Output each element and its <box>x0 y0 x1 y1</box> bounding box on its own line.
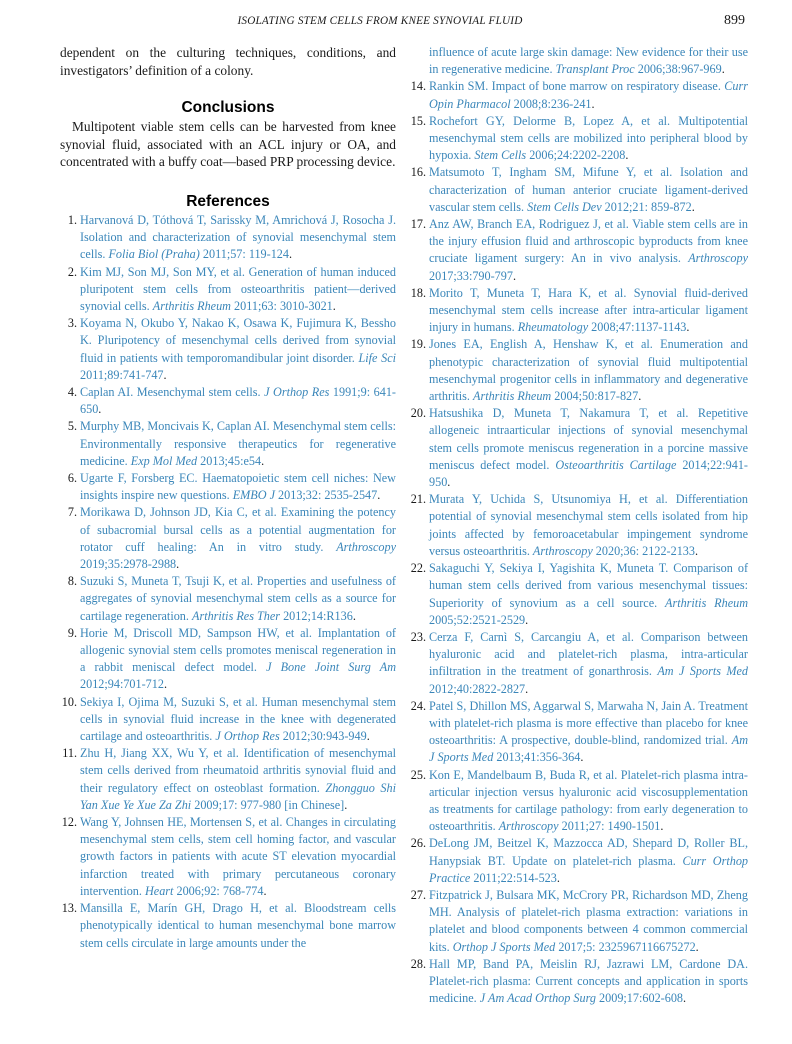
reference-number: 17. <box>410 217 426 232</box>
reference-journal[interactable]: Stem Cells <box>474 148 527 163</box>
reference-text-link[interactable]: Kim MJ, Son MJ, Son MY, et al. Generation of human induced pluripotent stem cells from osteoarthritis patient—derived synovial cells. <box>80 264 396 313</box>
reference-text-link[interactable]: Zhu H, Jiang XX, Wu Y, et al. Identification of mesenchymal stem cells derived from rheumatoid arthritis synovial fluid and their regulatory effect on osteoblast formation. <box>80 746 396 795</box>
conclusions-heading: Conclusions <box>181 99 275 117</box>
reference-period: . <box>694 543 699 558</box>
reference-citation[interactable]: 2006;38:967-969 <box>634 62 722 77</box>
reference-period: . <box>263 883 267 898</box>
reference-text-link[interactable]: Koyama N, Okubo Y, Nakao K, Osawa K, Fujimura K, Bessho K. Pluripotency of mesenchymal cells derived from synovial fluid in patients with temporomandibular joint disorder. <box>80 316 396 365</box>
reference-period: . <box>344 797 348 812</box>
reference-period: . <box>98 402 102 417</box>
reference-number: 6. <box>67 471 77 486</box>
reference-text-link[interactable]: Mansilla E, Marín GH, Drago H, et al. Bloodstream cells phenotypically identical to human mesenchymal bone marrow stem cells circulate in large amounts under the <box>80 901 396 950</box>
reference-number: 14. <box>410 79 426 94</box>
reference-item <box>409 336 748 405</box>
reference-period: . <box>261 453 265 468</box>
reference-citation[interactable]: 2014;22:941-950 <box>429 457 748 490</box>
reference-journal[interactable]: Heart <box>144 883 174 898</box>
reference-item <box>409 887 748 956</box>
reference-period: . <box>683 991 687 1006</box>
reference-number: 15. <box>410 113 426 128</box>
reference-citation[interactable]: 2011;89:741-747 <box>80 367 164 382</box>
reference-citation[interactable]: 2012;21: 859-872 <box>601 199 692 214</box>
reference-item <box>409 405 748 491</box>
reference-journal[interactable]: Arthritis Rheum <box>665 595 748 610</box>
reference-period: . <box>163 367 167 382</box>
reference-period: . <box>447 475 451 490</box>
reference-text-link[interactable]: Cerza F, Carnì S, Carcangiu A, et al. Comparison between hyaluronic acid and platelet-rich plasma, intra-articular infiltration in the treatment of gonarthrosis. <box>429 629 748 679</box>
reference-period: . <box>660 819 664 834</box>
reference-number: 8. <box>67 574 77 589</box>
reference-item <box>409 767 748 836</box>
reference-number: 22. <box>410 561 426 576</box>
reference-text-link[interactable]: Murata Y, Uchida S, Utsunomiya H, et al. Differentiation potential of synovial mesenchymal stem cells isolated from hip joints affected by femoroacetabular impingement syndrome versus osteoarthritis. <box>429 492 748 558</box>
reference-citation[interactable]: 2009;17: 977-980 [in Chinese] <box>191 797 345 812</box>
reference-text-link[interactable]: Morikawa D, Johnson JD, Kia C, et al. Examining the potency of subacromial bursal cells as a potential augmentation for rotator cuff healing: An in vitro study. <box>80 505 396 554</box>
reference-number: 11. <box>62 746 77 761</box>
reference-journal[interactable]: Am J Sports Med <box>429 733 748 765</box>
running-header <box>0 13 792 33</box>
reference-period: . <box>625 148 629 163</box>
reference-item <box>60 384 396 418</box>
reference-number: 1. <box>67 212 77 227</box>
reference-number: 13. <box>61 901 77 916</box>
reference-number: 23. <box>410 629 426 644</box>
reference-period: . <box>691 199 695 214</box>
reference-list-right <box>409 44 748 1007</box>
reference-item <box>60 694 396 746</box>
reference-item <box>60 470 396 504</box>
reference-number: 7. <box>67 505 77 520</box>
reference-number: 9. <box>67 625 77 640</box>
reference-journal[interactable]: Arthroscopy <box>688 251 748 266</box>
reference-number: 21. <box>410 492 426 507</box>
reference-text-link[interactable]: Patel S, Dhillon MS, Aggarwal S, Marwaha N, Jain A. Treatment with platelet-rich plasma is more effective than placebo for knee osteoarthritis: A prospective, double-blind, randomized trial. <box>429 698 748 748</box>
reference-text-link[interactable]: Hall MP, Band PA, Meislin RJ, Jazrawi LM, Cardone DA. Platelet-rich plasma: Current concepts and application in sports medicine. <box>429 956 748 1006</box>
reference-citation[interactable]: 2011;22:514-523 <box>470 870 557 885</box>
reference-citation[interactable]: 2017;33:790-797 <box>429 268 513 283</box>
reference-citation[interactable]: 2012;40:2822-2827 <box>429 681 526 696</box>
reference-item <box>409 835 748 887</box>
carryover-paragraph: dependent on the culturing techniques, conditions, and investigators’ definition of a colony. <box>60 45 396 78</box>
reference-citation[interactable]: 2019;35:2978-2988 <box>80 557 177 572</box>
reference-number: 27. <box>410 887 426 902</box>
reference-journal[interactable]: Rheumatology <box>517 320 589 335</box>
reference-citation[interactable]: 2005;52:2521-2529 <box>429 612 526 627</box>
reference-journal[interactable]: Arthroscopy <box>498 819 559 834</box>
reference-period: . <box>352 608 356 623</box>
page-number: 899 <box>724 13 745 28</box>
reference-text-link[interactable]: Matsumoto T, Ingham SM, Mifune Y, et al. Isolation and characterization of human anterior cruciate ligament-derived vascular stem cells. <box>429 165 748 214</box>
reference-journal[interactable]: Arthritis Res Ther <box>192 608 281 623</box>
reference-citation[interactable]: 2006;24:2202-2208 <box>526 148 626 163</box>
reference-text-link[interactable]: influence of acute large skin damage: New evidence for their use in regenerative medicine. <box>429 45 748 77</box>
reference-journal[interactable]: Osteoarthritis Cartilage <box>555 457 677 472</box>
reference-number: 4. <box>67 385 77 399</box>
reference-journal[interactable]: Exp Mol Med <box>130 453 198 468</box>
reference-text-link[interactable]: Anz AW, Branch EA, Rodriguez J, et al. Viable stem cells are in the injury effusion fluid and arthroscopic byproducts from knee cruciate ligament surgery: An in vivo analysis. <box>429 217 748 266</box>
reference-period: . <box>366 729 370 744</box>
left-column <box>60 44 396 952</box>
reference-citation[interactable]: 2008;8:236-241 <box>510 96 592 111</box>
reference-item <box>409 113 748 165</box>
reference-period: . <box>332 298 336 313</box>
reference-continuation <box>409 44 748 78</box>
reference-period: . <box>512 268 517 283</box>
reference-journal[interactable]: J Orthop Res <box>264 385 330 399</box>
reference-number: 18. <box>410 285 426 300</box>
reference-item <box>409 164 748 216</box>
reference-item <box>60 900 396 952</box>
reference-period: . <box>638 389 642 404</box>
reference-journal[interactable]: Arthritis Rheum <box>473 389 552 404</box>
reference-citation[interactable]: 2006;92: 768-774 <box>173 883 264 898</box>
reference-journal[interactable]: Life Sci <box>358 350 396 365</box>
reference-citation[interactable]: 2011;27: 1490-1501 <box>558 819 661 834</box>
reference-number: 24. <box>410 698 426 713</box>
reference-item <box>409 698 748 767</box>
reference-citation[interactable]: 2008;47:1137-1143 <box>588 320 687 335</box>
reference-number: 26. <box>410 836 426 851</box>
reference-text-link[interactable]: Harvanová D, Tóthová T, Sarissky M, Amrichová J, Rosocha J. Isolation and characterization of synovial mesenchymal stem cells. <box>80 212 396 262</box>
reference-number: 2. <box>67 264 77 279</box>
reference-journal[interactable]: Curr Opin Pharmacol <box>429 79 748 111</box>
reference-number: 5. <box>67 419 77 434</box>
reference-citation[interactable]: 2009;17:602-608 <box>596 991 684 1006</box>
reference-citation[interactable]: 2011;57: 119-124 <box>199 247 289 262</box>
reference-period: . <box>686 320 690 335</box>
reference-citation[interactable]: 2004;50:817-827 <box>551 389 639 404</box>
reference-citation[interactable]: 2011;63: 3010-3021 <box>230 298 333 313</box>
reference-item <box>409 285 748 337</box>
reference-text-link[interactable]: Ugarte F, Forsberg EC. Haematopoietic stem cell niches: New insights inspire new questions. <box>80 471 396 503</box>
reference-journal[interactable]: Transplant Proc <box>555 62 635 77</box>
reference-journal[interactable]: Arthroscopy <box>336 539 396 554</box>
reference-text-link[interactable]: Murphy MB, Moncivais K, Caplan AI. Mesenchymal stem cells: Environmentally responsive therapeutics for regenerative medicine. <box>80 419 396 468</box>
reference-citation[interactable]: 2013;32: 2535-2547 <box>275 488 378 503</box>
reference-journal[interactable]: Folia Biol (Praha) <box>108 247 200 262</box>
reference-journal[interactable]: Curr Orthop Practice <box>429 853 749 885</box>
reference-item <box>60 504 396 573</box>
reference-number: 20. <box>410 406 426 421</box>
reference-text-link[interactable]: Sakaguchi Y, Sekiya I, Yagishita K, Muneta T. Comparison of human stem cells derived from various mesenchymal tissues: Superiority of synovium as a cell source. <box>429 561 748 610</box>
reference-period: . <box>289 247 293 262</box>
reference-citation[interactable]: 2013;45:e54 <box>197 453 262 468</box>
reference-text-link[interactable]: Caplan AI. Mesenchymal stem cells. <box>80 385 265 399</box>
reference-period: . <box>525 681 529 696</box>
right-column <box>409 44 748 1007</box>
reference-journal[interactable]: Zhongguo Shi Yan Xue Ye Xue Za Zhi <box>80 780 397 812</box>
reference-period: . <box>525 612 529 627</box>
reference-journal[interactable]: EMBO J <box>232 488 275 503</box>
reference-text-link[interactable]: Rochefort GY, Delorme B, Lopez A, et al. Multipotential mesenchymal stem cells are mobilized into peripheral blood by hypoxia. <box>429 113 748 163</box>
reference-citation[interactable]: 2020;36: 2122-2133 <box>592 543 695 558</box>
reference-number: 16. <box>410 165 426 180</box>
reference-item <box>60 418 396 470</box>
reference-period: . <box>176 557 180 572</box>
reference-period: . <box>580 750 584 765</box>
reference-item <box>60 315 396 384</box>
reference-text-link[interactable]: Fitzpatrick J, Bulsara MK, McCrory PR, Richardson MD, Zheng MH. Analysis of platelet-rich plasma extraction: variations in platelet and blood components between 4 common commercial kits. <box>429 887 748 954</box>
reference-item <box>60 212 396 264</box>
reference-citation[interactable]: 2012;30:943-949 <box>279 729 367 744</box>
reference-item <box>60 745 396 814</box>
reference-journal[interactable]: J Orthop Res <box>215 729 280 744</box>
reference-text-link[interactable]: Suzuki S, Muneta T, Tsuji K, et al. Properties and usefulness of aggregates of synovial mesenchymal stem cells as a source for cartilage regeneration. <box>80 574 396 623</box>
reference-period: . <box>556 870 560 885</box>
reference-text-link[interactable]: Kon E, Mandelbaum B, Buda R, et al. Platelet-rich plasma intra-articular injection versus hyaluronic acid viscosupplementation as treatments for cartilage pathology: from early degeneration to osteoarthritis. <box>429 767 748 834</box>
reference-journal[interactable]: Am J Sports Med <box>657 664 748 679</box>
reference-item <box>60 814 396 900</box>
reference-item <box>409 560 748 629</box>
conclusions-paragraph: Multipotent viable stem cells can be harvested from knee synovial fluid, associated with an ACL injury or OA, and concentrated with a buffy coat—based PRP processing device. <box>60 119 396 170</box>
reference-period: . <box>695 939 699 954</box>
reference-period: . <box>163 677 168 692</box>
reference-citation[interactable]: 2012;94:701-712 <box>80 677 164 692</box>
reference-text-link[interactable]: Horie M, Driscoll MD, Sampson HW, et al. Implantation of allogenic synovial stem cells promotes meniscal regeneration in a rabbit meniscal defect model. <box>80 625 396 675</box>
reference-item <box>409 216 748 285</box>
reference-item <box>60 264 396 316</box>
reference-period: . <box>721 62 725 77</box>
reference-item <box>60 625 396 694</box>
reference-list-left <box>60 212 396 952</box>
reference-number: 19. <box>410 337 426 352</box>
reference-citation[interactable]: 2017;5: 2325967116675272 <box>555 939 696 954</box>
reference-journal[interactable]: Arthroscopy <box>532 543 593 558</box>
running-title: ISOLATING STEM CELLS FROM KNEE SYNOVIAL FLUID <box>237 15 523 27</box>
reference-text-link[interactable]: Morito T, Muneta T, Hara K, et al. Synovial fluid-derived mesenchymal stem cells increase after intra-articular ligament injury in humans. <box>429 285 748 335</box>
reference-number: 12. <box>61 815 77 830</box>
reference-item <box>409 491 748 560</box>
reference-citation[interactable]: 1991;9: 641-650 <box>80 385 396 417</box>
reference-item <box>409 629 748 698</box>
reference-text-link[interactable]: Hatsushika D, Muneta T, Nakamura T, et al. Repetitive allogeneic intraarticular injections of synovial mesenchymal stem cells promote meniscus regeneration in a porcine massive meniscus defect model. <box>429 406 748 472</box>
reference-item <box>60 573 396 625</box>
reference-text-link[interactable]: Rankin SM. Impact of bone marrow on respiratory disease. <box>429 79 725 94</box>
reference-item <box>409 956 748 1008</box>
reference-item <box>409 78 748 112</box>
reference-number: 25. <box>410 767 426 782</box>
reference-number: 10. <box>61 694 77 709</box>
reference-text-link[interactable]: Wang Y, Johnsen HE, Mortensen S, et al. Changes in circulating mesenchymal stem cells, stem cell homing factor, and vascular growth factors in patients with acute ST elevation myocardial infarction treated with primary percutaneous coronary intervention. <box>80 815 396 898</box>
reference-journal[interactable]: Orthop J Sports Med <box>452 939 556 954</box>
reference-journal[interactable]: J Am Acad Orthop Surg <box>479 991 596 1006</box>
reference-citation[interactable]: 2013;41:356-364 <box>493 750 581 765</box>
reference-text-link[interactable]: DeLong JM, Beitzel K, Mazzocca AD, Shepard D, Roller BL, Hanypsiak BT. Update on platelet-rich plasma. <box>429 836 748 868</box>
reference-period: . <box>377 488 381 503</box>
reference-journal[interactable]: J Bone Joint Surg Am <box>266 660 397 675</box>
reference-text-link[interactable]: Jones EA, English A, Henshaw K, et al. Enumeration and phenotypic characterization of synovial fluid multipotential mesenchymal progenitor cells in inflammatory and degenerative arthritis. <box>429 337 748 404</box>
reference-journal[interactable]: Arthritis Rheum <box>152 298 231 313</box>
reference-text-link[interactable]: Sekiya I, Ojima M, Suzuki S, et al. Human mesenchymal stem cells in synovial fluid increase in the knee with degenerated cartilage and osteoarthritis. <box>80 694 396 744</box>
reference-period: . <box>591 96 595 111</box>
reference-number: 3. <box>67 316 77 331</box>
references-heading: References <box>186 192 270 210</box>
reference-citation[interactable]: 2012;14:R136 <box>280 608 353 623</box>
reference-number: 28. <box>410 956 426 971</box>
reference-journal[interactable]: Stem Cells Dev <box>527 199 602 214</box>
